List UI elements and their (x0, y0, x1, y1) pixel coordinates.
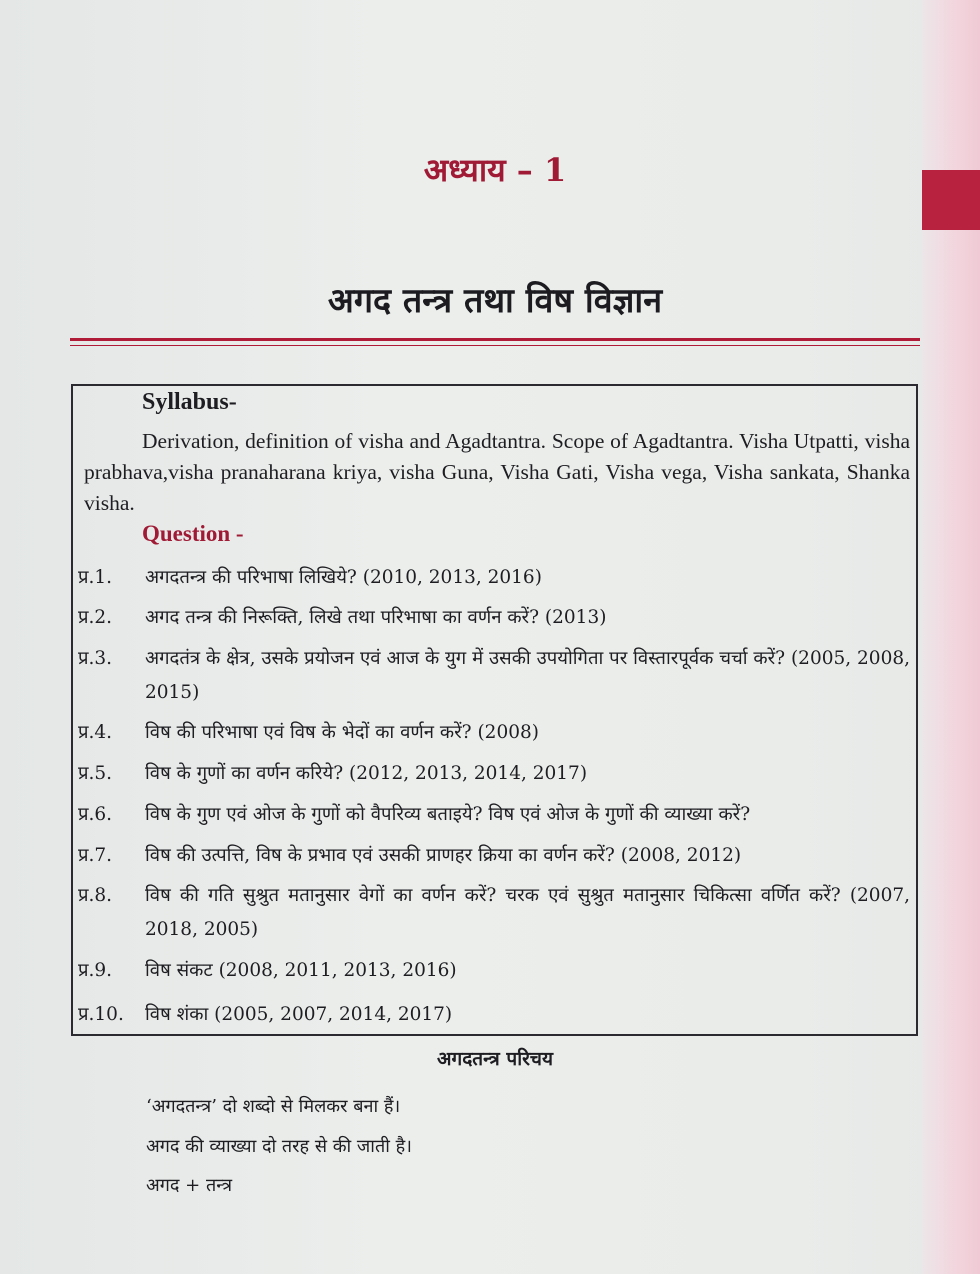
question-text: विष के गुणों का वर्णन करिये? (2012, 2013, 2014, 2017) (145, 763, 588, 784)
question-item (78, 998, 910, 1032)
question-text: अगदतन्त्र की परिभाषा लिखिये? (2010, 2013, 2016) (145, 567, 542, 588)
question-number: प्र.1. (78, 567, 113, 588)
question-number: प्र.9. (78, 960, 113, 981)
question-text: विष संकट (2008, 2011, 2013, 2016) (145, 960, 457, 981)
body-paragraph: ‘अगदतन्त्र’ दो शब्दो से मिलकर बना हैं। (146, 1096, 401, 1117)
title-rule-thin (70, 345, 920, 346)
question-number: प्र.3. (78, 648, 113, 669)
question-item (78, 839, 910, 873)
question-text: विष की परिभाषा एवं विष के भेदों का वर्णन करें? (2008) (145, 722, 539, 743)
question-number: प्र.5. (78, 763, 113, 784)
question-item (78, 716, 910, 750)
question-number: प्र.8. (78, 885, 113, 906)
question-text: विष की गति सुश्रुत मतानुसार वेगों का वर्णन करें? चरक एवं सुश्रुत मतानुसार चिकित्सा वर्णित करें? (2007, 2018, 2005) (145, 885, 910, 940)
body-paragraph: अगद + तन्त्र (146, 1175, 233, 1196)
question-number: प्र.2. (78, 607, 113, 628)
body-paragraph: अगद की व्याख्या दो तरह से की जाती है। (146, 1136, 412, 1157)
question-text: विष शंका (2005, 2007, 2014, 2017) (145, 1004, 453, 1025)
question-item (78, 954, 910, 988)
syllabus-text: Derivation, definition of visha and Agadtantra. Scope of Agadtantra. Visha Utpatti, visha prabhava,visha pranaharana kriya, visha Guna, Visha Gati, Visha vega, Visha sankata, Shanka visha. (84, 429, 910, 515)
question-text: विष की उत्पत्ति, विष के प्रभाव एवं उसकी प्राणहर क्रिया का वर्णन करें? (2008, 2012) (145, 845, 742, 866)
chapter-title: अगद तन्त्र तथा विष विज्ञान (327, 281, 663, 321)
question-heading: Question - (142, 521, 244, 546)
chapter-number: अध्याय – 1 (423, 151, 567, 189)
section-heading: अगदतन्त्र परिचय (437, 1048, 553, 1070)
question-number: प्र.4. (78, 722, 113, 743)
question-item (78, 601, 910, 635)
question-item (78, 798, 910, 832)
question-text: अगदतंत्र के क्षेत्र, उसके प्रयोजन एवं आज के युग में उसकी उपयोगिता पर विस्तारपूर्वक चर्चा करें? (2005, 2008, 2015) (145, 648, 910, 703)
question-text: अगद तन्त्र की निरूक्ति, लिखे तथा परिभाषा का वर्णन करें? (2013) (145, 607, 607, 628)
question-number: प्र.10. (78, 1004, 124, 1025)
question-item (78, 879, 910, 947)
question-number: प्र.6. (78, 804, 113, 825)
question-item (78, 642, 910, 710)
question-text: विष के गुण एवं ओज के गुणों को वैपरिव्य बताइये? विष एवं ओज के गुणों की व्याख्या करें? (145, 804, 751, 825)
syllabus-heading: Syllabus- (142, 389, 237, 415)
question-item (78, 561, 910, 595)
question-item (78, 757, 910, 791)
question-number: प्र.7. (78, 845, 113, 866)
title-rule-thick (70, 338, 920, 341)
